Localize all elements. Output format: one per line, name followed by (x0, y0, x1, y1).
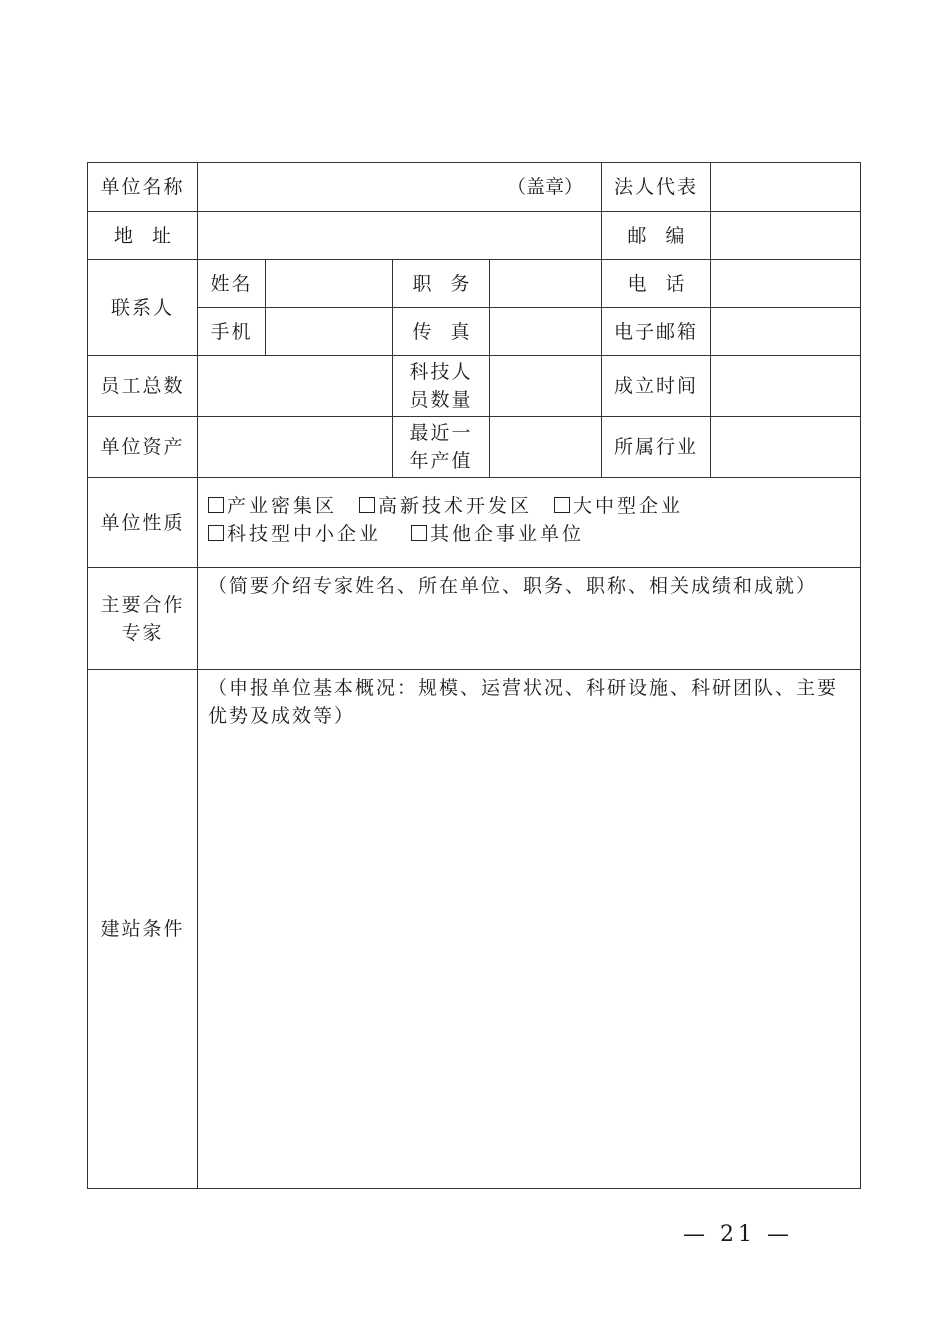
nature-option-industrial-cluster[interactable]: 产业密集区 (208, 492, 337, 520)
unit-name-label: 单位名称 (88, 163, 198, 212)
conditions-label: 建站条件 (88, 670, 198, 1188)
conditions-field[interactable] (198, 670, 860, 1188)
legal-rep-label: 法人代表 (602, 163, 711, 212)
nature-option-tech-sme[interactable]: 科技型中小企业 (208, 520, 381, 548)
contact-name-field[interactable] (266, 260, 393, 308)
tech-staff-label-line2: 员数量 (409, 389, 473, 411)
nature-option-hitech-zone[interactable]: 高新技术开发区 (359, 492, 532, 520)
experts-hint: （简要介绍专家姓名、所在单位、职务、职称、相关成绩和成就） (208, 575, 818, 597)
checkbox-icon[interactable] (411, 525, 427, 541)
legal-rep-field[interactable] (711, 163, 860, 212)
email-label: 电子邮箱 (602, 308, 711, 356)
experts-label-line2: 专家 (121, 621, 164, 644)
staff-total-label: 员工总数 (88, 356, 198, 417)
established-label: 成立时间 (602, 356, 711, 417)
assets-field[interactable] (198, 417, 393, 478)
industry-label: 所属行业 (602, 417, 711, 478)
output-label-line2: 年产值 (409, 450, 473, 472)
position-field[interactable] (490, 260, 602, 308)
contact-label: 联系人 (88, 260, 198, 356)
industry-field[interactable] (711, 417, 860, 478)
checkbox-icon[interactable] (208, 525, 224, 541)
nature-options (198, 478, 860, 568)
staff-total-field[interactable] (198, 356, 393, 417)
checkbox-icon[interactable] (208, 497, 224, 513)
tech-staff-label (393, 356, 490, 417)
nature-option-other[interactable]: 其他企事业单位 (411, 520, 584, 548)
output-field[interactable] (490, 417, 602, 478)
established-field[interactable] (711, 356, 860, 417)
address-label: 地 址 (88, 212, 198, 260)
position-label: 职 务 (393, 260, 490, 308)
output-label-line1: 最近一 (409, 422, 473, 444)
tech-staff-field[interactable] (490, 356, 602, 417)
phone-field[interactable] (711, 260, 860, 308)
mobile-label: 手机 (198, 308, 266, 356)
address-field[interactable] (198, 212, 602, 260)
phone-label: 电 话 (602, 260, 711, 308)
mobile-field[interactable] (266, 308, 393, 356)
postcode-field[interactable] (711, 212, 860, 260)
fax-field[interactable] (490, 308, 602, 356)
conditions-hint: （申报单位基本概况：规模、运营状况、科研设施、科研团队、主要优势及成效等） (208, 677, 839, 727)
seal-note: （盖章） (506, 176, 583, 198)
fax-label: 传 真 (393, 308, 490, 356)
postcode-label: 邮 编 (602, 212, 711, 260)
application-form-table (87, 162, 861, 1189)
unit-name-field[interactable] (198, 163, 602, 212)
tech-staff-label-line1: 科技人 (409, 361, 473, 383)
assets-label: 单位资产 (88, 417, 198, 478)
experts-label-line1: 主要合作 (100, 593, 185, 616)
checkbox-icon[interactable] (359, 497, 375, 513)
experts-label (88, 568, 198, 670)
output-label (393, 417, 490, 478)
nature-option-large-medium-enterprise[interactable]: 大中型企业 (554, 492, 683, 520)
contact-name-label: 姓名 (198, 260, 266, 308)
checkbox-icon[interactable] (554, 497, 570, 513)
experts-field[interactable] (198, 568, 860, 670)
email-field[interactable] (711, 308, 860, 356)
page-number: — 21 — (683, 1222, 793, 1247)
nature-label: 单位性质 (88, 478, 198, 568)
